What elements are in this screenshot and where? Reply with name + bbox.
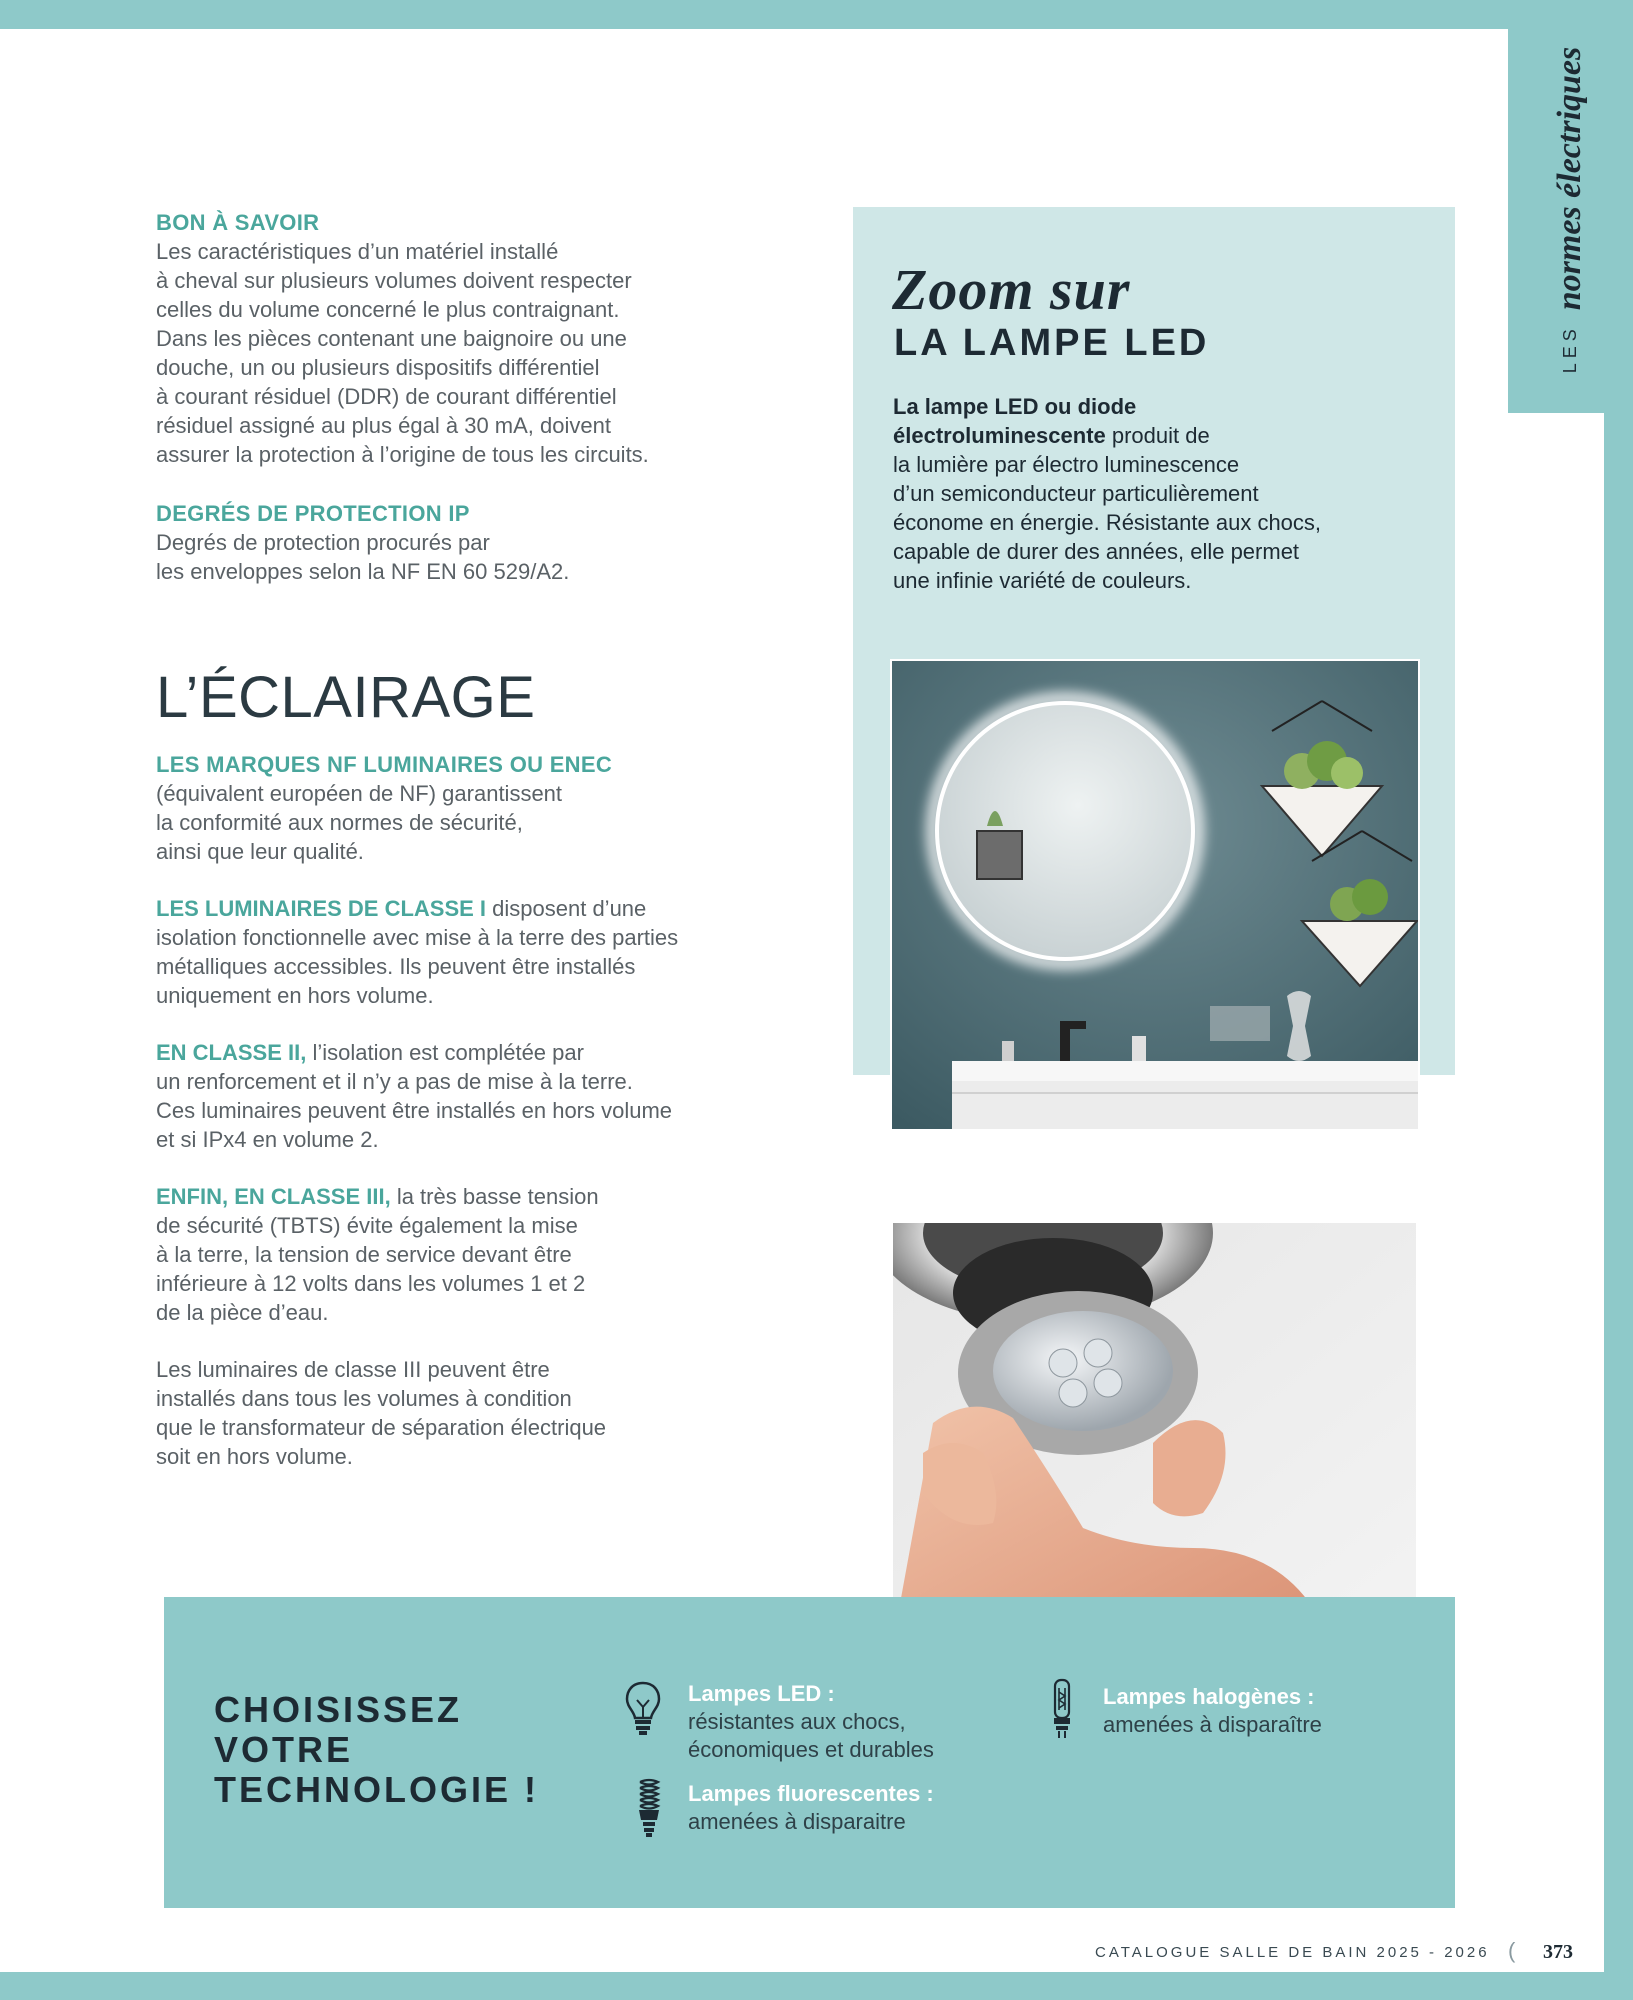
- led-lamp-item: [688, 1680, 934, 1764]
- footer-catalogue: CATALOGUE SALLE DE BAIN 2025 - 2026: [1095, 1944, 1490, 1961]
- text-line: capable de durer des années, elle permet: [893, 539, 1300, 564]
- page-number: 373: [1543, 1941, 1573, 1963]
- zoom-rest-first: produit de: [1105, 423, 1210, 448]
- text-line: une infinie variété de couleurs.: [893, 568, 1192, 593]
- text-line: celles du volume concerné le plus contraignant.: [156, 297, 620, 322]
- ip-section: [156, 499, 766, 586]
- halogen-bulb-icon: [1048, 1678, 1076, 1740]
- text-line: à cheval sur plusieurs volumes doivent respecter: [156, 268, 632, 293]
- zoom-script-title: Zoom sur: [892, 257, 1131, 322]
- zoom-bold-2: électroluminescente: [893, 423, 1106, 448]
- halogen-lamp-item: [1103, 1683, 1322, 1739]
- footer-separator: (: [1508, 1938, 1516, 1963]
- marques-section: [156, 750, 766, 866]
- text-line: et si IPx4 en volume 2.: [156, 1127, 379, 1152]
- side-tab-label: [1551, 47, 1589, 374]
- text-line: métalliques accessibles. Ils peuvent être installés: [156, 954, 636, 979]
- text-line: amenées à disparaître: [1103, 1712, 1322, 1737]
- marques-text: [156, 779, 766, 866]
- classe-2-section: [156, 1038, 766, 1154]
- text-line: Ces luminaires peuvent être installés en hors volume: [156, 1098, 673, 1123]
- text-line: un renforcement et il n’y a pas de mise à la terre.: [156, 1069, 633, 1094]
- classe-3-note: [156, 1355, 766, 1471]
- classe-1-first-line: disposent d’une: [486, 896, 647, 921]
- text-line: Les caractéristiques d’un matériel installé: [156, 239, 559, 264]
- text-line: (équivalent européen de NF) garantissent: [156, 781, 563, 806]
- text-line: uniquement en hors volume.: [156, 983, 434, 1008]
- text-line: résiduel assigné au plus égal à 30 mA, doivent: [156, 413, 611, 438]
- text-line: Les luminaires de classe III peuvent être: [156, 1357, 550, 1382]
- heading-line: CHOISISSEZ: [214, 1689, 463, 1730]
- text-line: douche, un ou plusieurs dispositifs différentiel: [156, 355, 600, 380]
- left-column: [156, 208, 766, 1471]
- bon-a-savoir-section: [156, 208, 766, 469]
- text-line: économe en énergie. Résistante aux chocs,: [893, 510, 1322, 535]
- side-tab-title: normes électriques: [1551, 46, 1588, 311]
- halogen-lamp-title: Lampes halogènes :: [1103, 1684, 1315, 1709]
- classe-2-title: EN CLASSE II,: [156, 1040, 307, 1065]
- text-line: soit en hors volume.: [156, 1444, 353, 1469]
- fluorescent-bulb-icon: [634, 1778, 664, 1838]
- text-line: la conformité aux normes de sécurité,: [156, 810, 523, 835]
- fluorescent-lamp-item: [688, 1780, 934, 1836]
- zoom-bold-1: La lampe LED ou diode: [893, 394, 1137, 419]
- text-line: que le transformateur de séparation électrique: [156, 1415, 607, 1440]
- classe-3-section: [156, 1182, 766, 1327]
- ip-title: DEGRÉS DE PROTECTION IP: [156, 501, 470, 526]
- led-lamp-title: Lampes LED :: [688, 1681, 835, 1706]
- classe-3-title: ENFIN, EN CLASSE III,: [156, 1184, 391, 1209]
- text-line: installés dans tous les volumes à condition: [156, 1386, 572, 1411]
- text-line: assurer la protection à l’origine de tous les circuits.: [156, 442, 649, 467]
- text-line: isolation fonctionnelle avec mise à la terre des parties: [156, 925, 679, 950]
- classe-1-title: LES LUMINAIRES DE CLASSE I: [156, 896, 487, 921]
- zoom-description: [893, 392, 1413, 595]
- classe-1-section: [156, 894, 766, 1010]
- side-tab-prefix: LES: [1559, 324, 1580, 374]
- bon-a-savoir-title: BON À SAVOIR: [156, 210, 320, 235]
- text-line: Dans les pièces contenant une baignoire ou une: [156, 326, 627, 351]
- classe-3-first-line: la très basse tension: [390, 1184, 599, 1209]
- text-line: inférieure à 12 volts dans les volumes 1 et 2: [156, 1271, 586, 1296]
- fluorescent-lamp-title: Lampes fluorescentes :: [688, 1781, 934, 1806]
- text-line: amenées à disparaitre: [688, 1809, 906, 1834]
- zoom-caps-title: LA LAMPE LED: [894, 322, 1210, 364]
- classe-2-first-line: l’isolation est complétée par: [306, 1040, 584, 1065]
- led-spot-photo: [893, 1223, 1416, 1642]
- technology-heading: [214, 1690, 554, 1810]
- text-line: d’un semiconducteur particulièrement: [893, 481, 1259, 506]
- marques-title: LES MARQUES NF LUMINAIRES OU ENEC: [156, 752, 613, 777]
- led-mirror-illustration: [892, 661, 1418, 1129]
- text-line: à la terre, la tension de service devant être: [156, 1242, 572, 1267]
- eclairage-heading: L’ÉCLAIRAGE: [156, 665, 536, 730]
- led-mirror-photo: [890, 659, 1420, 1131]
- led-spot-illustration: [893, 1223, 1416, 1642]
- top-border: [0, 0, 1633, 29]
- heading-line: TECHNOLOGIE !: [214, 1769, 539, 1810]
- text-line: résistantes aux chocs,: [688, 1709, 906, 1734]
- led-bulb-icon: [624, 1680, 662, 1736]
- text-line: ainsi que leur qualité.: [156, 839, 364, 864]
- text-line: les enveloppes selon la NF EN 60 529/A2.: [156, 559, 570, 584]
- text-line: la lumière par électro luminescence: [893, 452, 1240, 477]
- text-line: de sécurité (TBTS) évite également la mise: [156, 1213, 578, 1238]
- bon-a-savoir-text: [156, 237, 766, 469]
- ip-text: [156, 528, 766, 586]
- text-line: économiques et durables: [688, 1737, 934, 1762]
- text-line: de la pièce d’eau.: [156, 1300, 329, 1325]
- bottom-border: [0, 1972, 1633, 2000]
- text-line: à courant résiduel (DDR) de courant différentiel: [156, 384, 617, 409]
- text-line: Degrés de protection procurés par: [156, 530, 490, 555]
- heading-line: VOTRE: [214, 1729, 354, 1770]
